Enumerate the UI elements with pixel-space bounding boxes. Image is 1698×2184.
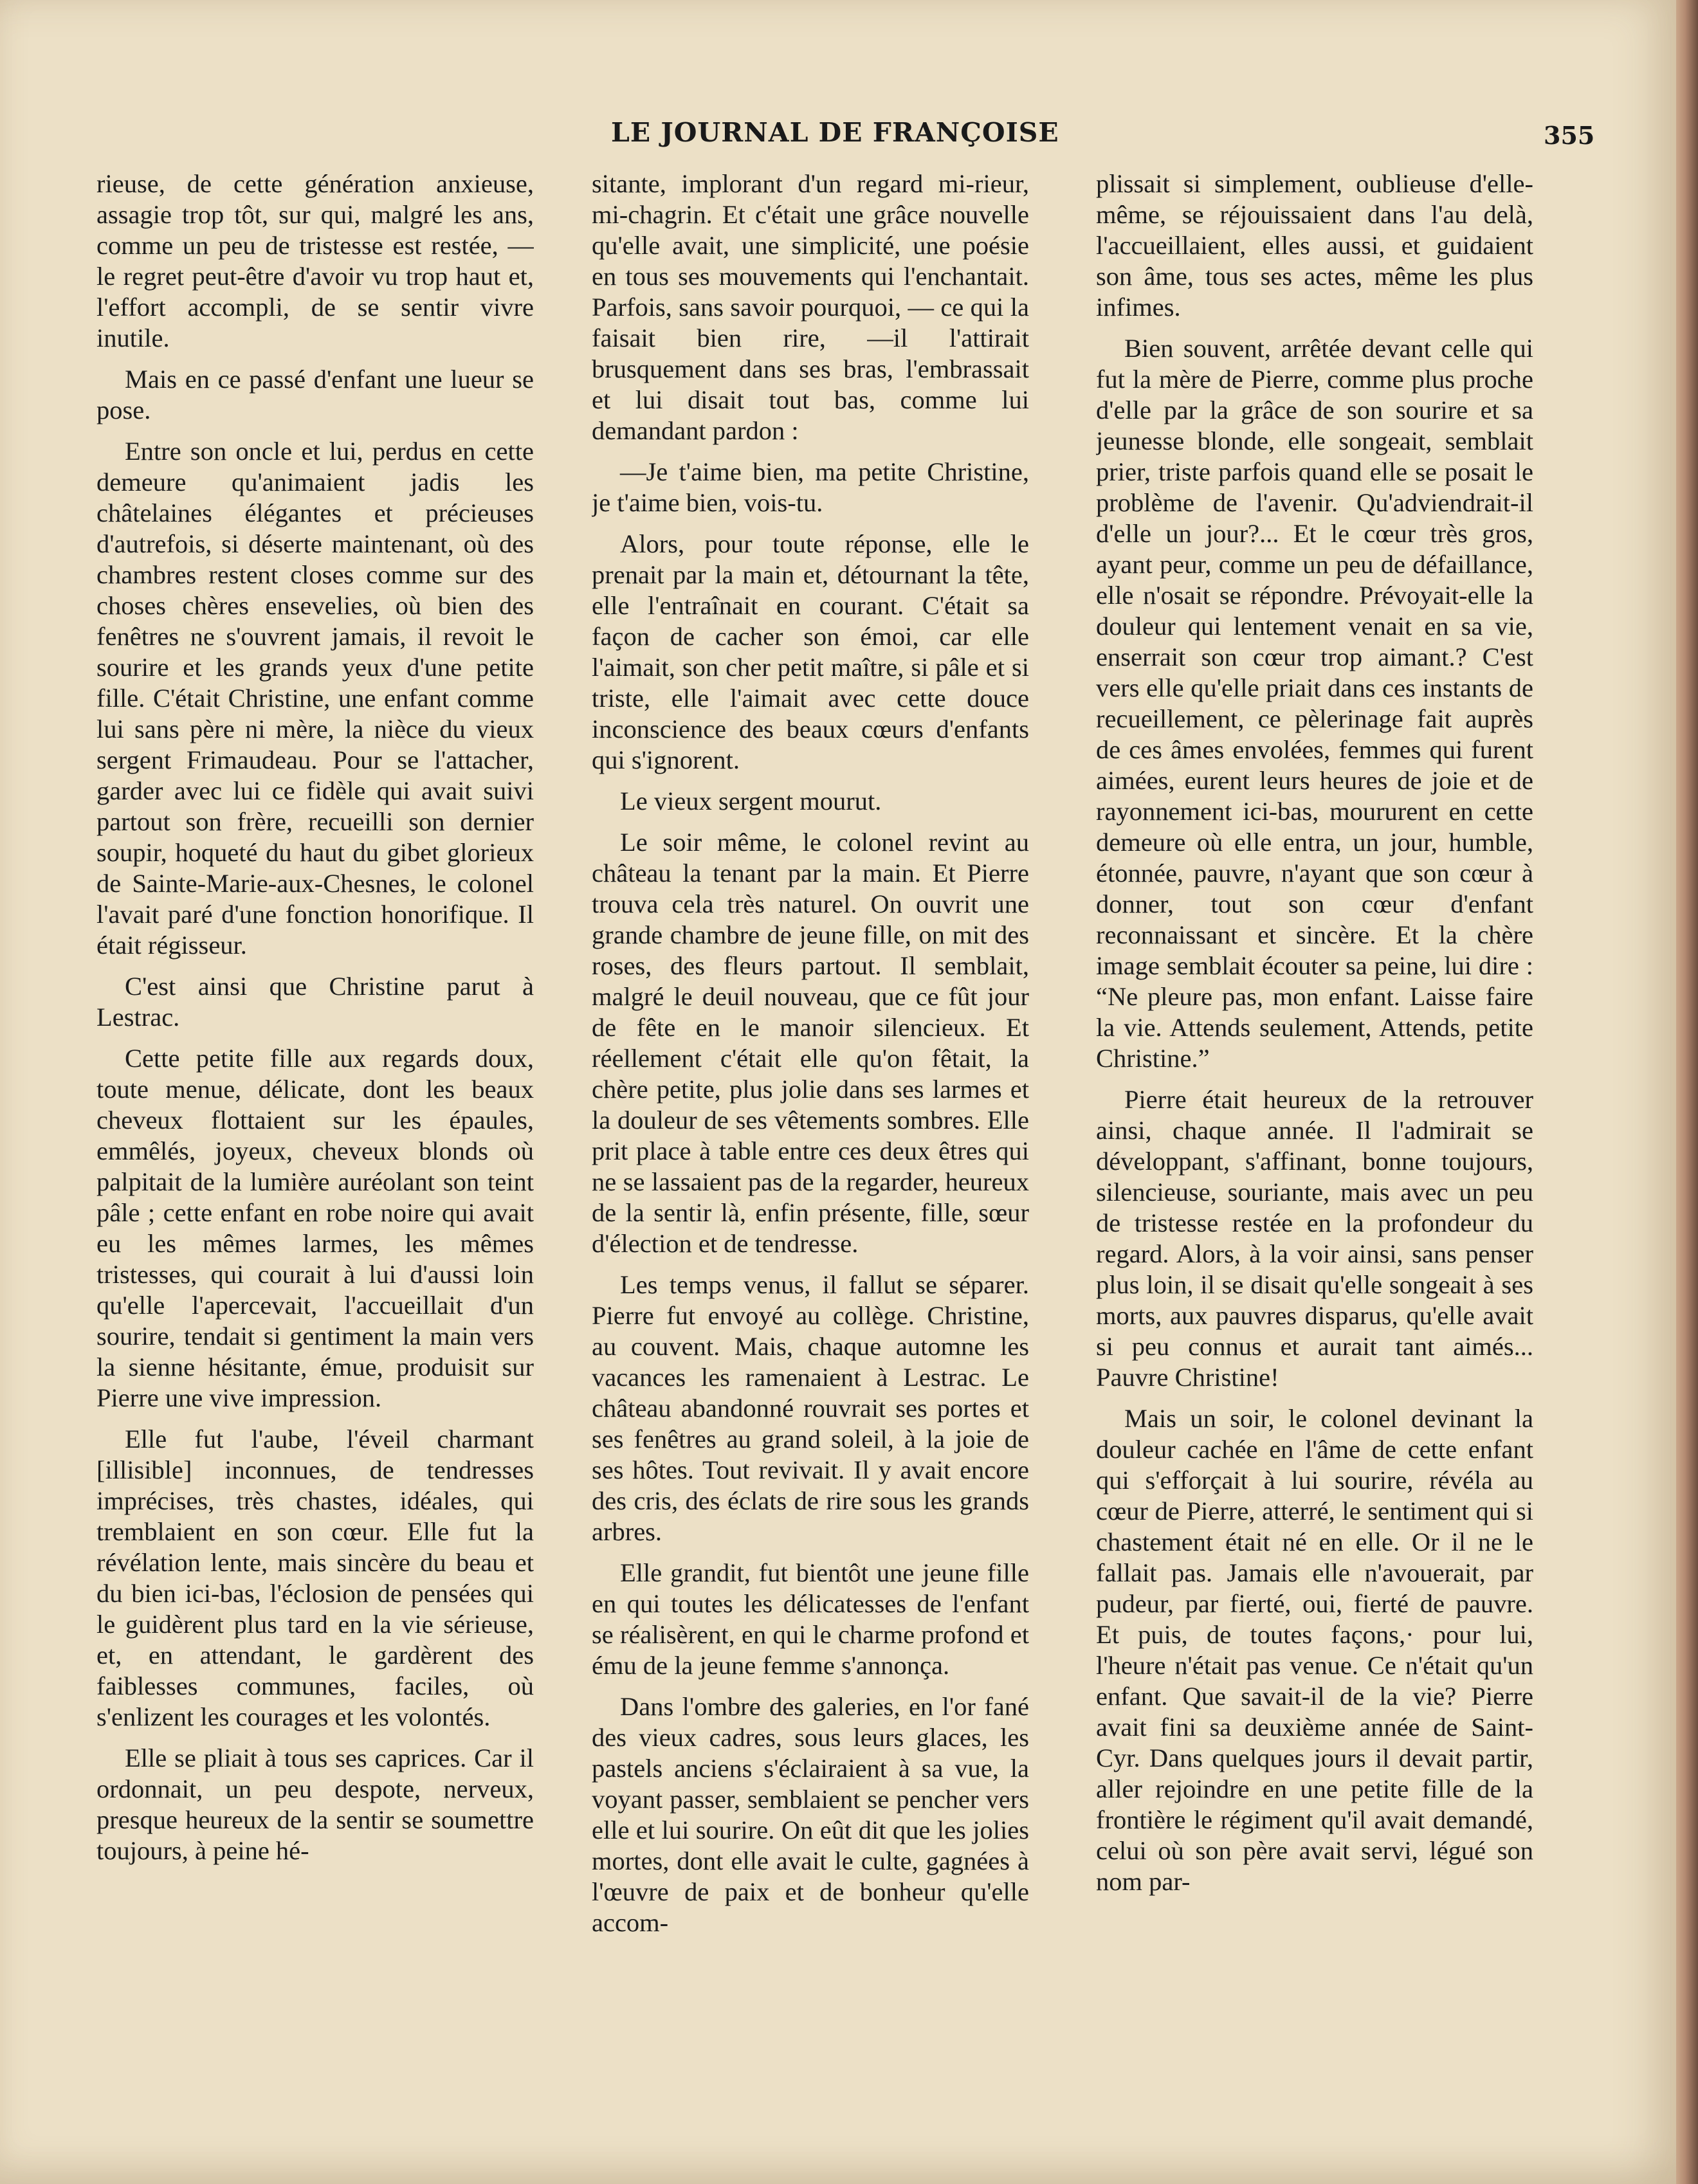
running-title: LE JOURNAL DE FRANÇOISE bbox=[611, 117, 1059, 148]
paragraph: Pierre était heureux de la retrouver ainsi, chaque année. Il l'admirait se développant, s'affinant, bonne toujours, silencieuse, souriante, mais avec un peu de tristesse restée en la profondeur du regard. Alors, à la voir ainsi, sans penser plus loin, il se disait qu'elle songeait à ses morts, aux pauvres disparus, qu'elle avait si peu connus et aurait tant aimés... Pauvre Christine! bbox=[1096, 1085, 1533, 1392]
paragraph: sitante, implorant d'un regard mi-rieur, mi-chagrin. Et c'était une grâce nouvelle qu'elle avait, une simplicité, une poésie en tous ses mouvements qui l'enchantait. Parfois, sans savoir pourquoi, — ce qui la faisait bien rire, —il l'attirait brusquement dans ses bras, l'embrassait et lui disait tout bas, comme lui demandant pardon : bbox=[592, 169, 1029, 445]
page-number: 355 bbox=[1544, 121, 1595, 150]
paragraph: Entre son oncle et lui, perdus en cette demeure qu'animaient jadis les châtelaines élégantes et précieuses d'autrefois, si déserte maintenant, où des chambres restent closes comme sur des choses chères ensevelies, où bien des fenêtres ne s'ouvrent jamais, il revoit le sourire et les grands yeux d'une petite fille. C'était Christine, une enfant comme lui sans père ni mère, la nièce du vieux sergent Frimaudeau. Pour se l'attacher, garder avec lui ce fidèle qui avait suivi partout son frère, recueilli son dernier soupir, hoqueté du haut du gibet glorieux de Sainte-Marie-aux-Chesnes, le colonel l'avait paré d'une fonction honorifique. Il était régisseur. bbox=[96, 437, 534, 960]
paragraph: Bien souvent, arrêtée devant celle qui fut la mère de Pierre, comme plus proche d'elle par la grâce de son sourire et sa jeunesse blonde, elle songeait, semblait prier, triste parfois quand elle se posait le problème de l'avenir. Qu'adviendrait-il d'elle un jour?... Et le cœur très gros, ayant peur, comme un peu de défaillance, elle n'osait se répondre. Prévoyait-elle la douleur qui lentement venait en sa vie, enserrait son cœur trop aimant.? C'est vers elle qu'elle priait dans ces instants de recueillement, ce pèlerinage fait auprès de ces âmes envolées, femmes qui furent aimées, eurent leurs heures de joie et de rayonnement ici-bas, moururent en cette demeure où elle entra, un jour, humble, étonnée, pauvre, n'ayant que son cœur à donner, tout son cœur d'enfant reconnaissant et sincère. Et la chère image semblait écouter sa peine, lui dire : “Ne pleure pas, mon enfant. Laisse faire la vie. Attends seulement, Attends, petite Christine.” bbox=[1096, 334, 1533, 1073]
paragraph: Elle grandit, fut bientôt une jeune fille en qui toutes les délicatesses de l'enfant se réalisèrent, en qui le charme profond et ému de la jeune femme s'annonça. bbox=[592, 1558, 1029, 1680]
paragraph: Alors, pour toute réponse, elle le prenait par la main et, détournant la tête, elle l'entraînait en courant. C'était sa façon de cacher son émoi, car elle l'aimait, son cher petit maître, si pâle et si triste, elle l'aimait avec cette douce inconscience des beaux cœurs d'enfants qui s'ignorent. bbox=[592, 529, 1029, 774]
paragraph: Elle fut l'aube, l'éveil charmant [illisible] inconnues, de tendresses imprécises, très chastes, idéales, qui tremblaient en son cœur. Elle fut la révélation lente, mais sincère du beau et du bien ici-bas, l'éclosion de pensées qui le guidèrent plus tard en la vie sérieuse, et, en attendant, le gardèrent des faiblesses communes, faciles, où s'enlizent les courages et les volontés. bbox=[96, 1424, 534, 1731]
paragraph: Les temps venus, il fallut se séparer. Pierre fut envoyé au collège. Christine, au couvent. Mais, chaque automne les vacances les ramenaient à Lestrac. Le château abandonné rouvrait ses portes et ses fenêtres au grand soleil, à la joie de ses hôtes. Tout revivait. Il y avait encore des cris, des éclats de rire sous les grands arbres. bbox=[592, 1270, 1029, 1546]
paragraph: C'est ainsi que Christine parut à Lestrac. bbox=[96, 972, 534, 1032]
paragraph: —Je t'aime bien, ma petite Christine, je t'aime bien, vois-tu. bbox=[592, 457, 1029, 517]
page-edge bbox=[1676, 0, 1698, 2184]
paragraph: Mais en ce passé d'enfant une lueur se pose. bbox=[96, 365, 534, 424]
page-header bbox=[0, 117, 1676, 162]
paragraph: Mais un soir, le colonel devinant la douleur cachée en l'âme de cette enfant qui s'efforçait à lui sourire, révéla au cœur de Pierre, atterré, le sentiment qui si chastement était né en elle. Or il ne le fallait pas. Jamais elle n'avouerait, par pudeur, par fierté, oui, fierté de pauvre. Et puis, de toutes façons,· pour lui, l'heure n'était pas venue. Ce n'était qu'un enfant. Que savait-il de la vie? Pierre avait fini sa deuxième année de Saint-Cyr. Dans quelques jours il devait partir, aller rejoindre en une petite fille de la frontière le régiment qu'il avait demandé, celui où son père avait servi, légué son nom par- bbox=[1096, 1404, 1533, 1896]
paragraph: Le soir même, le colonel revint au château la tenant par la main. Et Pierre trouva cela très naturel. On ouvrit une grande chambre de jeune fille, on mit des roses, des fleurs partout. Il semblait, malgré le deuil nouveau, que ce fût jour de fête en le manoir silencieux. Et réellement c'était elle qu'on fêtait, la chère petite, plus jolie dans ses larmes et la douleur de ses vêtements sombres. Elle prit place à table entre ces deux êtres qui ne se lassaient pas de la regarder, heureux de la sentir là, enfin présente, fille, sœur d'élection et de tendresse. bbox=[592, 828, 1029, 1258]
paragraph: Dans l'ombre des galeries, en l'or fané des vieux cadres, sous leurs glaces, les pastels anciens s'éclairaient à sa vue, la voyant passer, semblaient se pencher vers elle et lui sourire. On eût dit que les jolies mortes, dont elle avait le culte, gagnées à l'œuvre de paix et de bonheur qu'elle accom- bbox=[592, 1692, 1029, 1937]
text-column-1 bbox=[96, 168, 534, 2149]
text-column-2 bbox=[592, 168, 1029, 2149]
paragraph: Le vieux sergent mourut. bbox=[620, 787, 882, 815]
text-column-3 bbox=[1096, 168, 1533, 2149]
paragraph: rieuse, de cette génération anxieuse, assagie trop tôt, sur qui, malgré les ans, comme un peu de tristesse est restée, — le regret peut-être d'avoir vu trop haut et, l'effort accompli, de se sentir vivre inutile. bbox=[96, 169, 534, 352]
paragraph: plissait si simplement, oublieuse d'elle-même, se réjouissaient dans l'au delà, l'accueillaient, elles aussi, et guidaient son âme, tous ses actes, même les plus infimes. bbox=[1096, 169, 1533, 322]
paragraph: Elle se pliait à tous ses caprices. Car il ordonnait, un peu despote, nerveux, presque heureux de la sentir se soumettre toujours, à peine hé- bbox=[96, 1743, 534, 1865]
paragraph: Cette petite fille aux regards doux, toute menue, délicate, dont les beaux cheveux flottaient sur les épaules, emmêlés, joyeux, cheveux blonds où palpitait de la lumière auréolant son teint pâle ; cette enfant en robe noire qui avait eu les mêmes larmes, les mêmes tristesses, qui courait à lui d'aussi loin qu'elle l'apercevait, l'accueillait d'un sourire, tendait si gentiment la main vers la sienne hésitante, émue, produisit sur Pierre une vive impression. bbox=[96, 1044, 534, 1412]
